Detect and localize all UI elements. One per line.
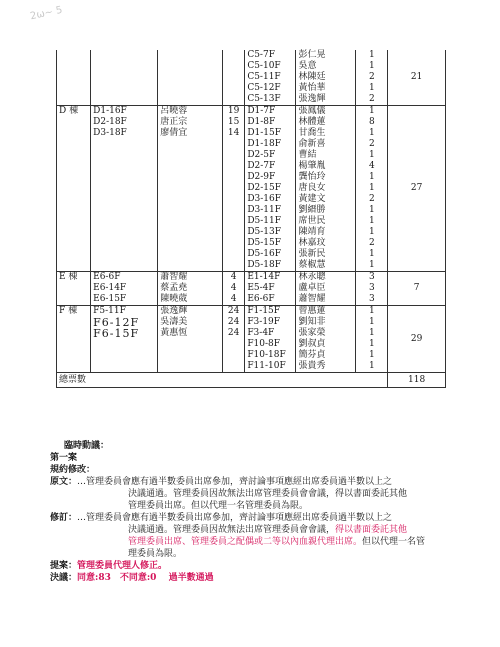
left-unit — [91, 194, 158, 205]
revised-text-highlight: 得以書面委託其他 — [335, 525, 408, 535]
building-label — [57, 361, 91, 373]
left-name — [158, 249, 223, 260]
left-count: 15 — [222, 117, 244, 128]
left-count — [222, 205, 244, 216]
right-name: 彭仁晃 — [296, 50, 356, 61]
left-unit — [91, 216, 158, 227]
left-count: 4 — [222, 283, 244, 294]
table-row — [57, 194, 446, 205]
left-count — [222, 216, 244, 227]
left-unit — [91, 139, 158, 150]
right-unit: D1-18F — [245, 139, 296, 150]
left-unit — [91, 61, 158, 72]
right-name: 張家榮 — [296, 328, 356, 339]
right-name: 曾惠蓮 — [296, 306, 356, 318]
building-label — [57, 317, 91, 328]
left-unit — [91, 227, 158, 238]
left-unit — [91, 72, 158, 83]
agenda-heading: 臨時動議： — [64, 441, 110, 451]
table-row — [57, 328, 446, 339]
left-count — [222, 249, 244, 260]
table-row — [57, 294, 446, 306]
left-name: 廖倩宜 — [158, 128, 223, 139]
left-name — [158, 72, 223, 83]
subject-label: 規約修改： — [50, 465, 96, 475]
vote-tally-table — [56, 50, 446, 388]
table-row — [57, 161, 446, 172]
right-unit: C5-10F — [245, 61, 296, 72]
right-name: 張逸輝 — [296, 94, 356, 106]
decision-label: 決議： — [50, 573, 78, 583]
right-count: 2 — [356, 72, 388, 83]
right-unit: D1-7F — [245, 106, 296, 118]
left-name — [158, 83, 223, 94]
decision-text: 同意:83 不同意:0 過半數通過 — [77, 573, 214, 583]
table-row — [57, 216, 446, 227]
right-unit: D2-7F — [245, 161, 296, 172]
table-row — [57, 128, 446, 139]
right-count: 1 — [356, 260, 388, 272]
table-row — [57, 139, 446, 150]
left-name — [158, 172, 223, 183]
right-count: 1 — [356, 350, 388, 361]
table-row — [57, 283, 446, 294]
left-name: 蔡孟堯 — [158, 283, 223, 294]
left-unit — [91, 94, 158, 106]
left-count — [222, 227, 244, 238]
left-unit — [91, 205, 158, 216]
left-count — [222, 139, 244, 150]
left-unit: E6-6F — [91, 272, 158, 284]
table-row — [57, 272, 446, 284]
left-count — [222, 238, 244, 249]
total-value: 118 — [388, 373, 446, 388]
building-label — [57, 294, 91, 306]
right-name: 黃怡華 — [296, 83, 356, 94]
left-name: 黃惠恆 — [158, 328, 223, 339]
right-unit: D3-11F — [245, 205, 296, 216]
left-name — [158, 238, 223, 249]
left-count — [222, 183, 244, 194]
right-unit: C5-11F — [245, 72, 296, 83]
right-name: 席世民 — [296, 216, 356, 227]
right-count: 1 — [356, 61, 388, 72]
left-name — [158, 194, 223, 205]
left-unit: E6-15F — [91, 294, 158, 306]
building-label — [57, 161, 91, 172]
building-label — [57, 150, 91, 161]
left-unit: E6-14F — [91, 283, 158, 294]
left-name — [158, 161, 223, 172]
left-name: 呂曉蓉 — [158, 106, 223, 118]
right-count: 1 — [356, 183, 388, 194]
revised-text-line-4: 理委員為限。 — [128, 549, 183, 559]
left-name — [158, 61, 223, 72]
revised-text-plain: 決議通過。管理委員因故無法出席管理委員會會議， — [128, 525, 336, 535]
right-count: 1 — [356, 328, 388, 339]
left-unit — [91, 172, 158, 183]
left-unit: D2-18F — [91, 117, 158, 128]
left-unit: F5-11F — [91, 306, 158, 318]
right-unit: F10-8F — [245, 339, 296, 350]
building-label — [57, 339, 91, 350]
table-row — [57, 205, 446, 216]
right-name: 俞新喜 — [296, 139, 356, 150]
building-label — [57, 139, 91, 150]
building-label — [57, 72, 91, 83]
right-unit: D5-13F — [245, 227, 296, 238]
right-unit: D2-15F — [245, 183, 296, 194]
left-count — [222, 61, 244, 72]
table-row — [57, 83, 446, 94]
right-unit: E5-4F — [245, 283, 296, 294]
building-label — [57, 260, 91, 272]
left-count: 4 — [222, 272, 244, 284]
table-row — [57, 72, 446, 83]
right-unit: D2-5F — [245, 150, 296, 161]
original-text-line-2: 決議通過。管理委員因故無法出席管理委員會會議，得以書面委託其他 — [128, 489, 408, 499]
revised-text-line-2 — [50, 524, 460, 536]
left-unit: D1-16F — [91, 106, 158, 118]
left-unit — [91, 238, 158, 249]
right-name: 劉叔貞 — [296, 339, 356, 350]
table-row — [57, 183, 446, 194]
right-name: 唐良女 — [296, 183, 356, 194]
right-name: 黃建文 — [296, 194, 356, 205]
original-text-line-3: 管理委員出席。但以代理一名管理委員為限。 — [128, 501, 309, 511]
right-name: 林陳廷 — [296, 72, 356, 83]
right-unit: D3-16F — [245, 194, 296, 205]
right-name: 張鳳儀 — [296, 106, 356, 118]
right-count: 2 — [356, 194, 388, 205]
decision-line — [50, 572, 460, 584]
right-name: 林嘉玟 — [296, 238, 356, 249]
table-row — [57, 106, 446, 118]
total-label: 總票數 — [57, 373, 388, 388]
right-name: 蔡椒慧 — [296, 260, 356, 272]
left-unit: F6-15F — [91, 328, 158, 339]
left-name: 陳曉葳 — [158, 294, 223, 306]
left-count — [222, 172, 244, 183]
right-unit: D5-15F — [245, 238, 296, 249]
left-name — [158, 260, 223, 272]
left-unit — [91, 361, 158, 373]
building-label — [57, 83, 91, 94]
right-count: 1 — [356, 216, 388, 227]
left-unit: D3-18F — [91, 128, 158, 139]
left-count — [222, 350, 244, 361]
table-row — [57, 361, 446, 373]
building-label — [57, 283, 91, 294]
left-count — [222, 194, 244, 205]
right-count: 1 — [356, 306, 388, 318]
right-name: 劉縉勝 — [296, 205, 356, 216]
left-name — [158, 227, 223, 238]
original-label: 原文： — [50, 477, 78, 487]
building-label: F 棟 — [57, 306, 91, 318]
left-count: 14 — [222, 128, 244, 139]
right-count: 1 — [356, 50, 388, 61]
revised-text-highlight: 管理委員出席、管理委員之配偶或二等以內血親代理出席。 — [128, 537, 363, 547]
left-name — [158, 350, 223, 361]
left-count — [222, 339, 244, 350]
right-unit: F1-15F — [245, 306, 296, 318]
right-name: 劉知非 — [296, 317, 356, 328]
total-row — [57, 373, 446, 388]
provisional-motion-section — [50, 440, 460, 584]
building-label — [57, 350, 91, 361]
left-name — [158, 94, 223, 106]
table-row — [57, 117, 446, 128]
right-unit: E6-6F — [245, 294, 296, 306]
left-unit — [91, 83, 158, 94]
left-unit — [91, 339, 158, 350]
table-row — [57, 350, 446, 361]
table-row — [57, 238, 446, 249]
right-count: 4 — [356, 161, 388, 172]
left-count: 4 — [222, 294, 244, 306]
right-name: 甘喬生 — [296, 128, 356, 139]
left-count — [222, 94, 244, 106]
right-count: 1 — [356, 361, 388, 373]
table-row — [57, 50, 446, 61]
left-count — [222, 161, 244, 172]
left-unit — [91, 50, 158, 61]
building-label: D 棟 — [57, 106, 91, 118]
table-row — [57, 227, 446, 238]
right-unit: D5-18F — [245, 260, 296, 272]
building-label — [57, 94, 91, 106]
proposal-text: 管理委員代理人修正。 — [77, 561, 168, 571]
left-unit — [91, 260, 158, 272]
right-count: 1 — [356, 172, 388, 183]
left-name: 吳濤美 — [158, 317, 223, 328]
building-label — [57, 183, 91, 194]
right-name: 張貴秀 — [296, 361, 356, 373]
building-label — [57, 61, 91, 72]
right-count: 1 — [356, 249, 388, 260]
proposal-line — [50, 560, 460, 572]
left-count — [222, 361, 244, 373]
right-unit: D1-8F — [245, 117, 296, 128]
group-sum: 7 — [388, 272, 446, 306]
right-unit: D1-15F — [245, 128, 296, 139]
left-count: 24 — [222, 306, 244, 318]
right-name: 林體蓮 — [296, 117, 356, 128]
left-count — [222, 150, 244, 161]
building-label — [57, 194, 91, 205]
right-count: 1 — [356, 227, 388, 238]
right-name: 林永聰 — [296, 272, 356, 284]
left-name — [158, 339, 223, 350]
right-unit: C5-13F — [245, 94, 296, 106]
left-name — [158, 150, 223, 161]
right-count: 1 — [356, 317, 388, 328]
group-sum: 21 — [388, 50, 446, 106]
building-label — [57, 216, 91, 227]
right-count: 2 — [356, 94, 388, 106]
right-count: 1 — [356, 128, 388, 139]
right-count: 1 — [356, 205, 388, 216]
building-label — [57, 249, 91, 260]
right-count: 2 — [356, 238, 388, 249]
building-label — [57, 328, 91, 339]
group-sum: 29 — [388, 306, 446, 373]
left-count — [222, 83, 244, 94]
right-count: 3 — [356, 272, 388, 284]
left-name — [158, 361, 223, 373]
left-unit — [91, 350, 158, 361]
right-name: 曹結 — [296, 150, 356, 161]
right-name: 楊肇胤 — [296, 161, 356, 172]
scan-mark: 2ω~ 5 — [29, 4, 64, 23]
proposal-label: 提案： — [50, 561, 78, 571]
left-count: 24 — [222, 317, 244, 328]
original-text-line-1 — [50, 476, 460, 488]
right-count: 2 — [356, 139, 388, 150]
right-unit: D5-16F — [245, 249, 296, 260]
left-count — [222, 260, 244, 272]
right-unit: F3-19F — [245, 317, 296, 328]
right-name: 龔怡玲 — [296, 172, 356, 183]
right-count: 3 — [356, 283, 388, 294]
building-label — [57, 50, 91, 61]
table-row — [57, 94, 446, 106]
right-count: 8 — [356, 117, 388, 128]
revised-text-line-3 — [50, 536, 460, 548]
right-name: 盧卓臣 — [296, 283, 356, 294]
right-name: 陳靖育 — [296, 227, 356, 238]
left-unit — [91, 183, 158, 194]
revised-text-plain: 但以代理一名管 — [362, 537, 426, 547]
right-name: 張新民 — [296, 249, 356, 260]
revised-text-line-1 — [50, 512, 460, 524]
right-count: 1 — [356, 339, 388, 350]
original-text: …管理委員會應有過半數委員出席參加，齊討論事項應經出席委員過半數以上之 — [77, 477, 393, 487]
left-name — [158, 183, 223, 194]
group-sum: 27 — [388, 106, 446, 272]
left-unit — [91, 249, 158, 260]
right-count: 3 — [356, 294, 388, 306]
building-label — [57, 238, 91, 249]
right-count: 1 — [356, 106, 388, 118]
left-name — [158, 216, 223, 227]
right-unit: F3-4F — [245, 328, 296, 339]
left-unit — [91, 150, 158, 161]
table-row — [57, 260, 446, 272]
table-row — [57, 339, 446, 350]
table-row — [57, 249, 446, 260]
right-count: 1 — [356, 83, 388, 94]
right-name: 簡芬貞 — [296, 350, 356, 361]
building-label — [57, 128, 91, 139]
table-row — [57, 172, 446, 183]
left-name: 蕭智耀 — [158, 272, 223, 284]
right-name: 蕭智耀 — [296, 294, 356, 306]
right-unit: E1-14F — [245, 272, 296, 284]
right-unit: F11-10F — [245, 361, 296, 373]
revised-label: 修訂： — [50, 513, 78, 523]
building-label — [57, 117, 91, 128]
case-label: 第一案 — [50, 453, 78, 463]
left-name — [158, 139, 223, 150]
right-unit: F10-18F — [245, 350, 296, 361]
right-count: 1 — [356, 150, 388, 161]
left-name — [158, 50, 223, 61]
building-label — [57, 227, 91, 238]
left-name — [158, 205, 223, 216]
building-label: E 棟 — [57, 272, 91, 284]
left-unit: F6-12F — [91, 317, 158, 328]
left-unit — [91, 161, 158, 172]
right-unit: D2-9F — [245, 172, 296, 183]
right-unit: C5-12F — [245, 83, 296, 94]
left-name: 唐正宗 — [158, 117, 223, 128]
table-row — [57, 61, 446, 72]
table-row — [57, 150, 446, 161]
left-count: 19 — [222, 106, 244, 118]
left-name: 張逸輝 — [158, 306, 223, 318]
left-count: 24 — [222, 328, 244, 339]
left-count — [222, 50, 244, 61]
right-unit: C5-7F — [245, 50, 296, 61]
right-name: 吳意 — [296, 61, 356, 72]
revised-text: …管理委員會應有過半數委員出席參加，齊討論事項應經出席委員過半數以上之 — [77, 513, 393, 523]
building-label — [57, 205, 91, 216]
left-count — [222, 72, 244, 83]
right-unit: D5-11F — [245, 216, 296, 227]
building-label — [57, 172, 91, 183]
